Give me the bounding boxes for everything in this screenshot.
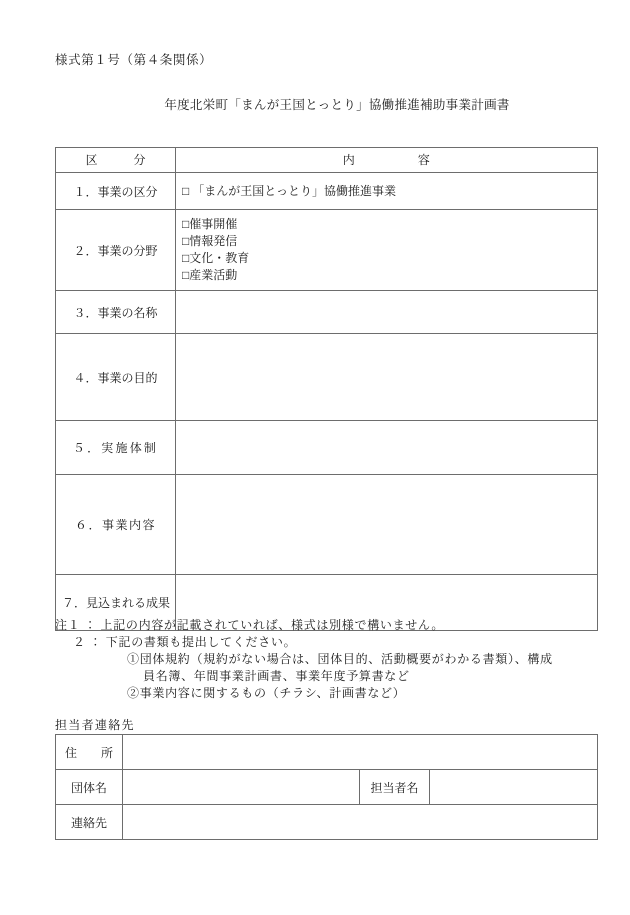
contact-row-organization xyxy=(56,770,598,805)
row-label-expected-outcome: ７．見込まれる成果 xyxy=(56,575,176,631)
row-content-business-purpose[interactable] xyxy=(176,334,598,421)
checkbox-option-information[interactable]: □情報発信 xyxy=(182,234,238,248)
checkbox-option-manga-kingdom[interactable]: □ 「まんが王国とっとり」協働推進事業 xyxy=(182,183,397,198)
row-label-business-name: ３．事業の名称 xyxy=(56,291,176,334)
row-content-business-category[interactable] xyxy=(176,173,598,210)
note-line-1: 注１ ： 上記の内容が記載されていれば、様式は別様で構いません。 xyxy=(55,618,445,632)
table-row-3-business-name xyxy=(56,291,598,334)
row-content-business-field[interactable] xyxy=(176,210,598,291)
row-label-business-purpose: ４．事業の目的 xyxy=(56,334,176,421)
row-content-implementation-system[interactable] xyxy=(176,421,598,475)
form-number: 様式第１号（第４条関係） xyxy=(55,53,213,67)
contact-value-person-name[interactable] xyxy=(429,770,597,805)
contact-label-person-name: 担当者名 xyxy=(359,770,429,805)
table-header-row xyxy=(56,148,598,173)
contact-label-organization: 団体名 xyxy=(56,770,123,805)
row-label-business-content: ６．事業内容 xyxy=(56,475,176,575)
table-row-6-business-content xyxy=(56,475,598,575)
document-title: 年度北栄町「まんが王国とっとり」協働推進補助事業計画書 xyxy=(164,98,510,112)
contact-label-address: 住 所 xyxy=(56,735,123,770)
note-line-2: ２ ： 下記の書類も提出してください。 xyxy=(73,635,297,649)
header-content: 内 容 xyxy=(176,148,598,173)
checkbox-option-event[interactable]: □催事開催 xyxy=(182,217,238,231)
note-line-5: ②事業内容に関するもの（チラシ、計画書など） xyxy=(127,686,406,700)
row-label-implementation-system: ５．実施体制 xyxy=(56,421,176,475)
table-row-5-implementation-system xyxy=(56,421,598,475)
note-line-3: ①団体規約（規約がない場合は、団体目的、活動概要がわかる書類）、構成 xyxy=(127,652,553,666)
contact-row-phone xyxy=(56,805,598,840)
notes-section xyxy=(55,617,615,702)
contact-value-address[interactable] xyxy=(123,735,598,770)
header-category: 区 分 xyxy=(56,148,176,173)
contact-value-phone[interactable] xyxy=(123,805,598,840)
note-line-4: 員名簿、年間事業計画書、事業年度予算書など xyxy=(143,669,410,683)
contact-table xyxy=(55,734,598,840)
table-row-4-business-purpose xyxy=(56,334,598,421)
checkbox-option-culture-education[interactable]: □文化・教育 xyxy=(182,251,250,265)
row-content-business-name[interactable] xyxy=(176,291,598,334)
table-row-1-business-category xyxy=(56,173,598,210)
contact-section-label: 担当者連絡先 xyxy=(55,718,135,732)
contact-row-address xyxy=(56,735,598,770)
contact-label-phone: 連絡先 xyxy=(56,805,123,840)
table-row-2-business-field xyxy=(56,210,598,291)
business-plan-table xyxy=(55,147,598,631)
contact-value-organization[interactable] xyxy=(123,770,360,805)
checkbox-option-industry[interactable]: □産業活動 xyxy=(182,268,238,282)
row-content-business-content[interactable] xyxy=(176,475,598,575)
row-label-business-category: １．事業の区分 xyxy=(56,173,176,210)
row-label-business-field: ２．事業の分野 xyxy=(56,210,176,291)
